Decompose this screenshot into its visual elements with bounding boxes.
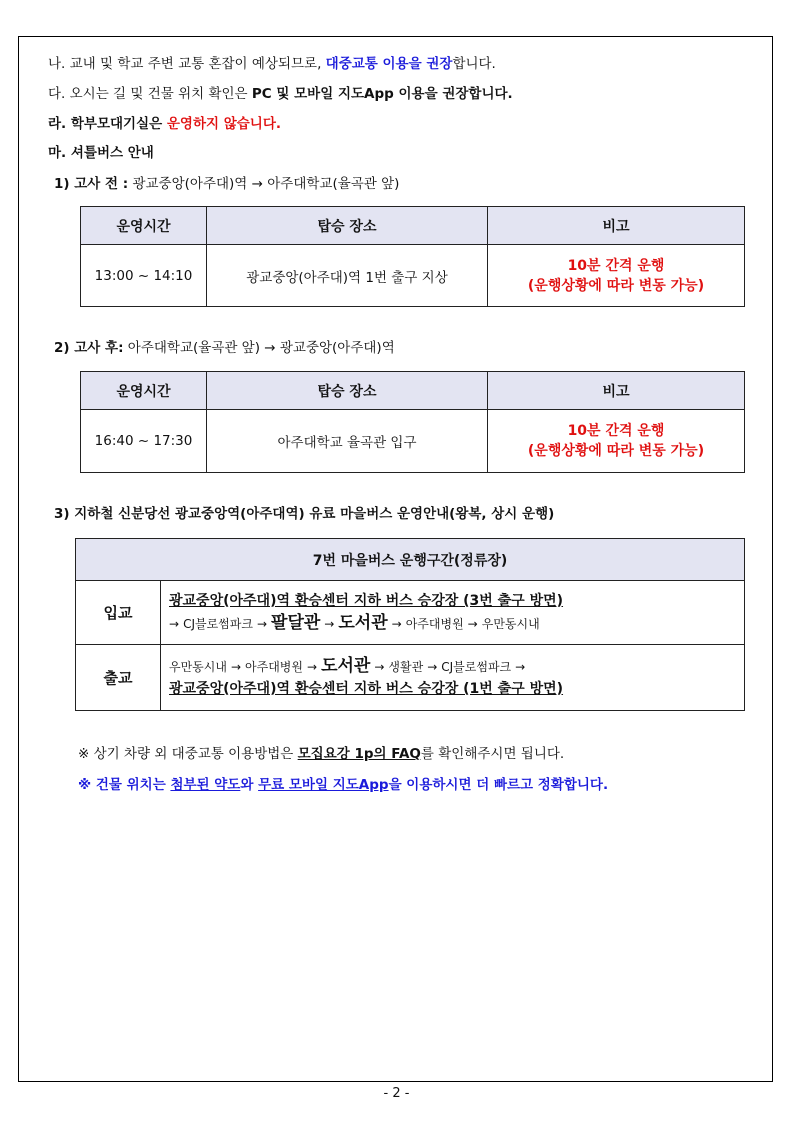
before-exam-table [80,206,745,307]
col-place: 탑승 장소 [207,207,488,245]
note-ra-emphasis: 운영하지 않습니다. [166,116,282,132]
note-na-emphasis: 대중교통 이용을 권장 [325,56,453,72]
footnote-1 [78,744,564,764]
after-exam-table [80,371,745,473]
out-destination-stop: 광교중앙(아주대)역 환승센터 지하 버스 승강장 (1번 출구 방면) [169,681,564,697]
arrow-icon: → [307,660,318,674]
table-row [76,645,745,711]
place-cell: 광교중앙(아주대)역 1번 출구 지상 [207,245,488,307]
note-cell [488,245,745,307]
in-route [161,581,745,645]
col-time: 운영시간 [81,372,207,410]
stop-cj: CJ블로썸파크 [441,660,512,674]
faq-reference: 모집요강 1p의 FAQ [297,746,421,762]
out-label: 출교 [76,645,161,711]
village-bus-heading: 3) 지하철 신분당선 광교중앙역(아주대역) 유료 마을버스 운영안내(왕복, 상시 운행) [54,506,555,522]
note-na-text: 나. 교내 및 학교 주변 교통 혼잡이 예상되므로, [48,56,326,72]
in-label: 입교 [76,581,161,645]
out-route [161,645,745,711]
after-exam-label: 2) 고사 후: [54,340,124,356]
note-cell [488,410,745,473]
stop-uman: 우만동시내 [169,660,227,674]
time-cell: 13:00 ~ 14:10 [81,245,207,307]
arrow-icon: → [427,660,438,674]
col-place: 탑승 장소 [207,372,488,410]
place-cell: 아주대학교 율곡관 입구 [207,410,488,473]
footnote-2 [78,775,608,795]
note-line2: (운행상황에 따라 변동 가능) [527,277,705,294]
footnote-2-text: ※ 건물 위치는 [78,777,171,793]
arrow-icon: → [467,617,478,631]
note-ra-text: 라. 학부모대기실은 [48,116,167,132]
stop-hospital: 아주대병원 [245,660,303,674]
note-da [48,84,513,104]
in-origin-stop: 광교중앙(아주대)역 환승센터 지하 버스 승강장 (3번 출구 방면) [169,593,564,609]
village-bus-title: 7번 마을버스 운행구간(정류장) [76,539,745,581]
attached-map-reference: 첨부된 약도 [170,777,241,793]
stop-paldal: 팔달관 [271,613,321,633]
arrow-icon: → [374,660,385,674]
arrow-icon: → [515,660,526,674]
before-exam-label: 1) 고사 전 : [54,176,129,192]
note-line1: 10분 간격 운행 [567,423,665,439]
note-na [48,54,496,74]
note-da-emphasis: PC 및 모바일 지도App 이용을 권장합니다. [251,86,513,102]
stop-library: 도서관 [338,613,388,633]
note-na-suffix: 합니다. [452,56,496,72]
stop-uman: 우만동시내 [481,617,540,631]
note-ra [48,114,281,134]
note-ma: 마. 셔틀버스 안내 [48,145,154,161]
footnote-1-suffix: 를 확인해주시면 됩니다. [420,746,565,762]
table-row [81,410,745,473]
col-note: 비고 [488,372,745,410]
footnote-1-text: ※ 상기 차량 외 대중교통 이용방법은 [78,746,298,762]
table-row [81,245,745,307]
note-da-text: 다. 오시는 길 및 건물 위치 확인은 [48,86,252,102]
col-time: 운영시간 [81,207,207,245]
arrow-icon: → [324,617,335,631]
stop-hospital: 아주대병원 [405,617,464,631]
time-cell: 16:40 ~ 17:30 [81,410,207,473]
before-exam-route: 광교중앙(아주대)역 → 아주대학교(율곡관 앞) [128,176,400,192]
stop-cj: CJ블로썸파크 [183,617,253,631]
after-exam-heading [54,338,395,358]
stop-dorm: 생활관 [388,660,424,674]
arrow-icon: → [391,617,402,631]
village-bus-table [75,538,745,711]
arrow-icon: → [230,660,242,674]
note-line1: 10분 간격 운행 [567,257,665,274]
table-row [76,581,745,645]
after-exam-route: 아주대학교(율곡관 앞) → 광교중앙(아주대)역 [123,340,395,356]
footnote-2-conj: 와 [240,777,259,793]
arrow-icon: → [169,617,180,631]
page-number: - 2 - [383,1086,410,1101]
arrow-icon: → [256,617,268,631]
col-note: 비고 [488,207,745,245]
stop-library: 도서관 [321,656,371,676]
footnote-2-suffix: 을 이용하시면 더 빠르고 정확합니다. [388,777,609,793]
before-exam-heading [54,174,399,194]
map-app-reference: 무료 모바일 지도App [258,777,389,793]
note-line2: (운행상황에 따라 변동 가능) [527,443,705,459]
